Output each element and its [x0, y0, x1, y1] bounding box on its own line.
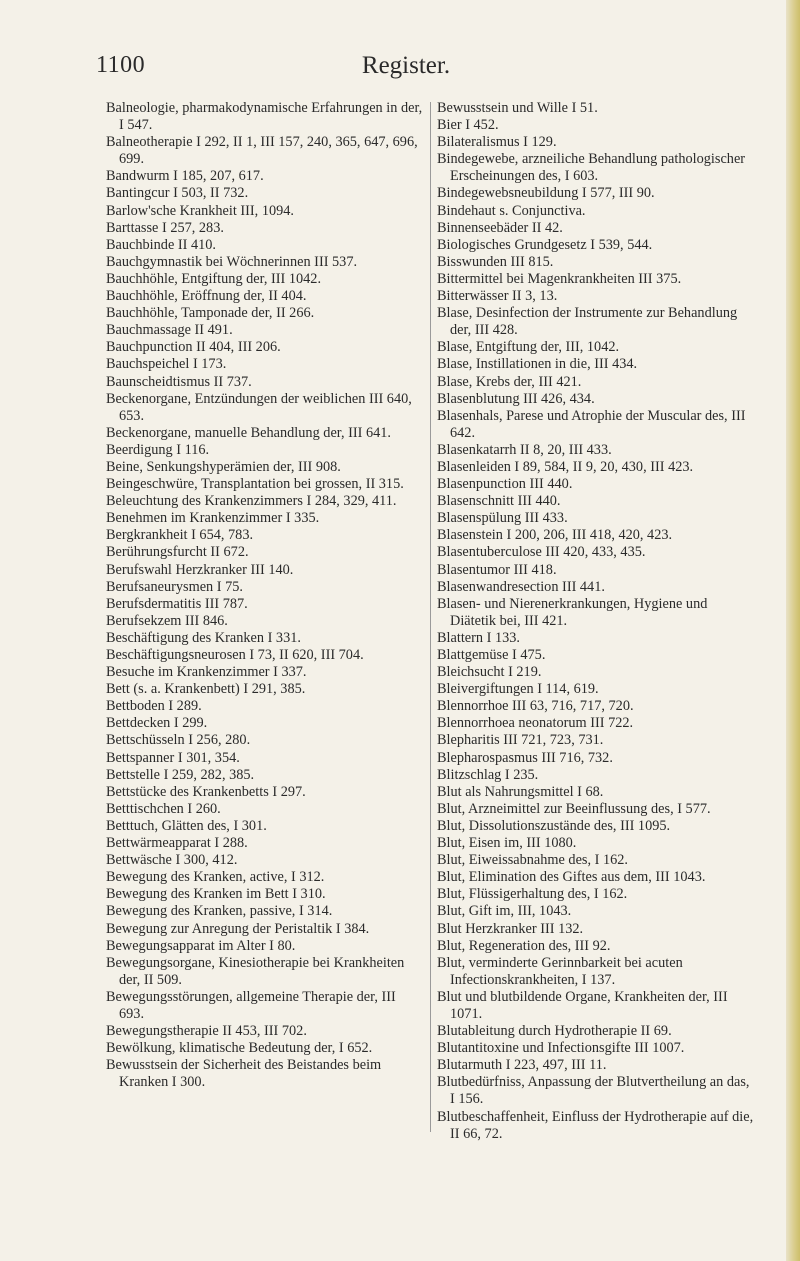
index-entry: Beschäftigungsneurosen I 73, II 620, III 704.: [106, 647, 364, 663]
index-entry: Blut und blutbildende Organe, Krankheiten der, III 1071.: [437, 988, 728, 1022]
index-entry: Bettschüsseln I 256, 280.: [106, 732, 251, 749]
index-entry: Bauchbinde II 410.: [106, 236, 216, 253]
index-entry: Bindegewebe, arzneiliche Behandlung pathologischer Erscheinungen des, I 603.: [437, 151, 746, 185]
index-entry: Blut, Flüssigerhaltung des, I 162.: [437, 886, 628, 903]
index-entry: Blase, Krebs der, III 421.: [437, 373, 582, 390]
index-entry: Blennorrhoea neonatorum III 722.: [437, 715, 634, 732]
index-entry: Berufsekzem III 846.: [106, 612, 228, 629]
index-entry: Berufsdermatitis III 787.: [106, 595, 248, 612]
index-entry: Bewegungstherapie II 453, III 702.: [106, 1023, 307, 1040]
index-entry: Blepharitis III 721, 723, 731.: [437, 732, 604, 749]
page-number: 1100: [96, 52, 146, 78]
index-entry: Blennorrhoe III 63, 716, 717, 720.: [437, 698, 634, 715]
index-entry: Beine, Senkungshyperämien der, III 908.: [106, 458, 341, 475]
index-entry: Blutantitoxine und Infectionsgifte III 1007.: [437, 1040, 685, 1057]
index-entry: Bewegung des Kranken im Bett I 310.: [106, 886, 326, 903]
index-entry: Blut als Nahrungsmittel I 68.: [437, 783, 604, 800]
index-entry: Blepharospasmus III 716, 732.: [437, 749, 613, 766]
index-entry: Blut, Dissolutionszustände des, III 1095.: [437, 817, 671, 834]
index-columns: [106, 100, 774, 1143]
index-entry: Beckenorgane, Entzündungen der weiblichen III 640, 653.: [106, 390, 412, 424]
index-entry: Bewegungsorgane, Kinesiotherapie bei Krankheiten der, II 509.: [106, 954, 405, 988]
index-entry: Bettstelle I 259, 282, 385.: [106, 766, 255, 783]
index-entry: Blase, Instillationen in die, III 434.: [437, 356, 638, 373]
index-entry: Bilateralismus I 129.: [437, 134, 557, 151]
index-entry: Blasenstein I 200, 206, III 418, 420, 423.: [437, 527, 673, 544]
index-entry: Bauchhöhle, Entgiftung der, III 1042.: [106, 270, 322, 287]
index-entry: Betttuch, Glätten des, I 301.: [106, 817, 267, 834]
index-entry: Bleivergiftungen I 114, 619.: [437, 681, 599, 698]
index-entry: Bett (s. a. Krankenbett) I 291, 385.: [106, 681, 306, 698]
index-entry: Bleichsucht I 219.: [437, 664, 542, 681]
index-entry: Blut, Arzneimittel zur Beeinflussung des, I 577.: [437, 800, 711, 817]
index-entry: Blase, Entgiftung der, III, 1042.: [437, 339, 620, 356]
index-entry: Blasenpunction III 440.: [437, 476, 573, 493]
index-entry: Bauchgymnastik bei Wöchnerinnen III 537.: [106, 253, 358, 270]
index-entry: Bewegungsapparat im Alter I 80.: [106, 937, 296, 954]
index-entry: Blasenleiden I 89, 584, II 9, 20, 430, III 423.: [437, 458, 694, 475]
index-entry: Bauchmassage II 491.: [106, 322, 233, 339]
index-entry: Bettdecken I 299.: [106, 715, 208, 732]
index-entry: Bindegewebsneubildung I 577, III 90.: [437, 185, 655, 202]
column-divider: [430, 102, 431, 1132]
index-entry: Bewegung des Kranken, passive, I 314.: [106, 903, 333, 920]
left-column: [106, 100, 424, 1143]
index-entry: Blasenblutung III 426, 434.: [437, 390, 595, 407]
index-entry: Blasen- und Nierenerkrankungen, Hygiene und Diätetik bei, III 421.: [437, 595, 708, 629]
index-entry: Berufsaneurysmen I 75.: [106, 578, 243, 595]
index-entry: Blut, Regeneration des, III 92.: [437, 937, 611, 954]
index-entry: Berufswahl Herzkranker III 140.: [106, 561, 294, 578]
index-entry: Barlow'sche Krankheit III, 1094.: [106, 202, 294, 219]
index-entry: Binnenseebäder II 42.: [437, 219, 563, 236]
index-entry: Blut, Eiweissabnahme des, I 162.: [437, 852, 628, 869]
index-entry: Bewusstsein der Sicherheit des Beistandes beim Kranken I 300.: [106, 1057, 382, 1091]
index-entry: Bettspanner I 301, 354.: [106, 749, 240, 766]
index-entry: Bauchhöhle, Eröffnung der, II 404.: [106, 288, 307, 305]
index-entry: Bauchspeichel I 173.: [106, 356, 227, 373]
index-entry: Besuche im Krankenzimmer I 337.: [106, 664, 307, 681]
index-entry: Bier I 452.: [437, 117, 499, 134]
index-entry: Blutableitung durch Hydrotherapie II 69.: [437, 1023, 672, 1040]
index-entry: Barttasse I 257, 283.: [106, 219, 224, 236]
index-entry: Blut, verminderte Gerinnbarkeit bei acuten Infectionskrankheiten, I 137.: [437, 954, 683, 988]
index-entry: Benehmen im Krankenzimmer I 335.: [106, 510, 320, 527]
index-entry: Bewegungsstörungen, allgemeine Therapie der, III 693.: [106, 988, 396, 1022]
index-entry: Blasenkatarrh II 8, 20, III 433.: [437, 441, 612, 458]
index-entry: Beckenorgane, manuelle Behandlung der, III 641.: [106, 424, 392, 441]
index-entry: Blasentumor III 418.: [437, 561, 557, 578]
index-entry: Beleuchtung des Krankenzimmers I 284, 329, 411.: [106, 493, 397, 510]
index-entry: Bitterwässer II 3, 13.: [437, 288, 558, 305]
index-entry: Bettwärmeapparat I 288.: [106, 835, 248, 852]
index-entry: Bittermittel bei Magenkrankheiten III 375.: [437, 270, 682, 287]
index-entry: Bandwurm I 185, 207, 617.: [106, 168, 264, 185]
index-entry: Blasentuberculose III 420, 433, 435.: [437, 544, 646, 561]
index-entry: Blasenspülung III 433.: [437, 510, 568, 527]
index-entry: Blutbedürfniss, Anpassung der Blutvertheilung an das, I 156.: [437, 1074, 750, 1108]
index-entry: Blasenhals, Parese und Atrophie der Muscular des, III 642.: [437, 407, 746, 441]
index-entry: Bettstücke des Krankenbetts I 297.: [106, 783, 306, 800]
page-title: Register.: [361, 52, 451, 79]
index-entry: Bantingcur I 503, II 732.: [106, 185, 249, 202]
index-entry: Blasenwandresection III 441.: [437, 578, 605, 595]
index-entry: Blutarmuth I 223, 497, III 11.: [437, 1057, 607, 1074]
index-entry: Bauchpunction II 404, III 206.: [106, 339, 281, 356]
index-entry: Bergkrankheit I 654, 783.: [106, 527, 254, 544]
index-entry: Biologisches Grundgesetz I 539, 544.: [437, 236, 653, 253]
index-entry: Blattgemüse I 475.: [437, 647, 546, 663]
index-entry: Baunscheidtismus II 737.: [106, 373, 252, 390]
index-entry: Blut Herzkranker III 132.: [437, 920, 584, 937]
index-entry: Beerdigung I 116.: [106, 441, 210, 458]
index-entry: Bettboden I 289.: [106, 698, 202, 715]
index-entry: Blut, Elimination des Giftes aus dem, III 1043.: [437, 869, 706, 886]
right-column: [437, 100, 755, 1143]
index-entry: Bewegung zur Anregung der Peristaltik I 384.: [106, 920, 370, 937]
index-entry: Bewusstsein und Wille I 51.: [437, 100, 598, 116]
index-entry: Bewegung des Kranken, active, I 312.: [106, 869, 325, 886]
index-entry: Blase, Desinfection der Instrumente zur Behandlung der, III 428.: [437, 305, 738, 339]
index-entry: Blattern I 133.: [437, 629, 520, 646]
index-entry: Berührungsfurcht II 672.: [106, 544, 249, 561]
index-entry: Beingeschwüre, Transplantation bei grossen, II 315.: [106, 476, 404, 493]
index-entry: Bisswunden III 815.: [437, 253, 554, 270]
page-header: [96, 52, 716, 92]
index-entry: Blutbeschaffenheit, Einfluss der Hydrotherapie auf die, II 66, 72.: [437, 1108, 754, 1142]
index-entry: Blitzschlag I 235.: [437, 766, 539, 783]
index-entry: Bauchhöhle, Tamponade der, II 266.: [106, 305, 315, 322]
index-entry: Balneotherapie I 292, II 1, III 157, 240, 365, 647, 696, 699.: [106, 134, 418, 168]
page-edge: [786, 0, 800, 1261]
index-entry: Betttischchen I 260.: [106, 800, 221, 817]
index-entry: Bewölkung, klimatische Bedeutung der, I 652.: [106, 1040, 373, 1057]
index-entry: Bettwäsche I 300, 412.: [106, 852, 238, 869]
index-entry: Blasenschnitt III 440.: [437, 493, 561, 510]
index-entry: Blut, Gift im, III, 1043.: [437, 903, 572, 920]
index-entry: Beschäftigung des Kranken I 331.: [106, 629, 301, 646]
index-entry: Bindehaut s. Conjunctiva.: [437, 202, 586, 219]
index-entry: Blut, Eisen im, III 1080.: [437, 835, 577, 852]
index-entry: Balneologie, pharmakodynamische Erfahrungen in der, I 547.: [106, 100, 423, 134]
